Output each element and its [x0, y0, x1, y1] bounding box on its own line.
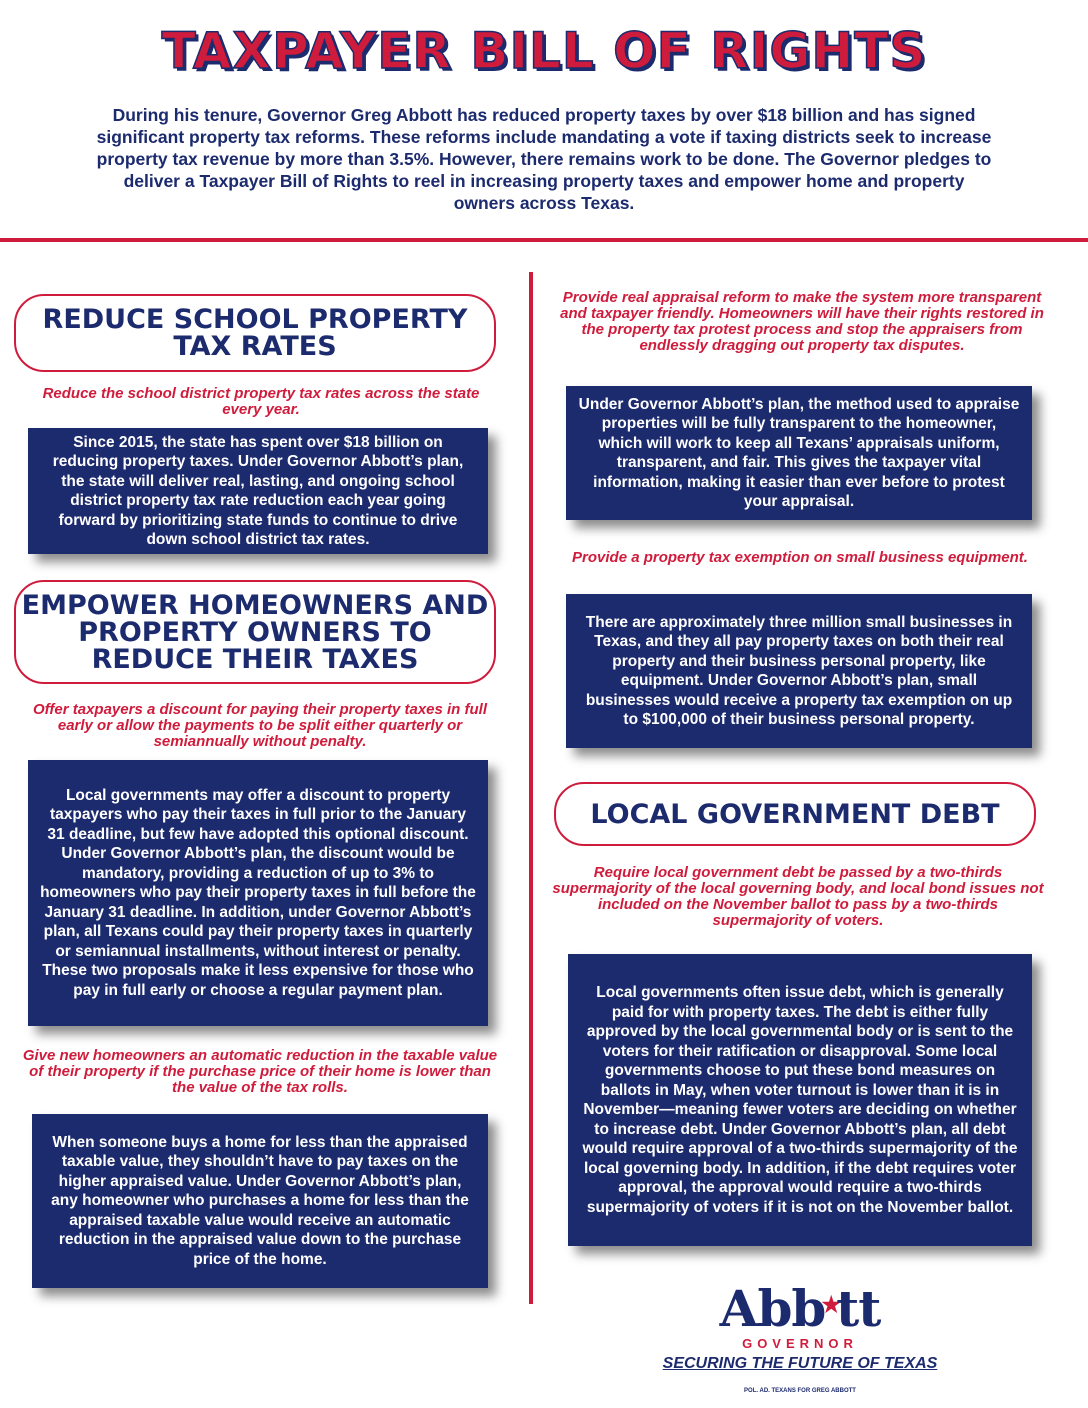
subheading-discount: Offer taxpayers a discount for paying their property taxes in full early or allow the payments to be split either quarterly or semiannually without penalty. — [33, 701, 487, 750]
column-divider — [529, 272, 533, 1304]
subheading-appraisal-reform: Provide real appraisal reform to make the system more transparent and taxpayer friendly. Homeowners will have their rights restored in the property tax protest process and stop the appraisers from endlessly dragging out property tax disputes. — [560, 289, 1044, 354]
political-ad-disclaimer: POL. AD. TEXANS FOR GREG ABBOTT — [744, 1388, 856, 1394]
subheading-local-debt: Require local government debt be passed by a two-thirds supermajority of the local governing body, and local bond issues not included on the November ballot to pass by a two-thirds supermajority of voters. — [552, 864, 1044, 929]
heading-empower-homeowners: EMPOWER HOMEOWNERS AND PROPERTY OWNERS TO REDUCE THEIR TAXES — [14, 580, 496, 684]
heading-reduce-school-tax: REDUCE SCHOOL PROPERTY TAX RATES — [14, 294, 496, 372]
logo-wordmark: Abb★tt — [719, 1279, 881, 1338]
box-new-homeowners: When someone buys a home for less than the appraised taxable value, they shouldn’t have to pay taxes on the higher appraised value. Under Governor Abbott’s plan, any homeowner who purchases a home for less than the appraised taxable value would receive an automatic reduction in the appraised value down to the purchase price of the home. — [32, 1114, 488, 1288]
star-icon: ★ — [821, 1292, 841, 1318]
logo-office: GOVERNOR — [742, 1336, 858, 1351]
subheading-small-business: Provide a property tax exemption on small business equipment. — [572, 549, 1028, 566]
header-divider — [0, 238, 1088, 242]
box-small-business: There are approximately three million small businesses in Texas, and they all pay property taxes on both their real property and their business personal property, like equipment. Under Governor Abbott’s plan, small businesses would receive a property tax exemption on up to $100,000 of their business personal property. — [566, 594, 1032, 748]
box-reduce-school-tax: Since 2015, the state has spent over $18 billion on reducing property taxes. Under Governor Abbott’s plan, the state will deliver real, lasting, and ongoing school district property tax rate reduction each year going forward by prioritizing state funds to continue to drive down school district tax rates. — [28, 428, 488, 554]
box-appraisal-reform: Under Governor Abbott’s plan, the method used to appraise properties will be fully transparent to the homeowner, which will work to keep all Texans’ appraisals uniform, transparent, and fair. This gives the taxpayer vital information, making it easier than ever before to protest your appraisal. — [566, 386, 1032, 520]
abbott-logo — [660, 1280, 940, 1373]
page-title: TAXPAYER BILL OF RIGHTS — [161, 22, 927, 80]
heading-local-debt: LOCAL GOVERNMENT DEBT — [554, 782, 1036, 846]
subheading-reduce-school-tax: Reduce the school district property tax rates across the state every year. — [42, 385, 480, 418]
intro-paragraph: During his tenure, Governor Greg Abbott has reduced property taxes by over $18 billion and has signed significant property tax reforms. These reforms include mandating a vote if taxing districts seek to increase property tax revenue by more than 3.5%. However, there remains work to be done. The Governor pledges to deliver a Taxpayer Bill of Rights to reel in increasing property taxes and empower home and property owners across Texas. — [96, 105, 992, 213]
logo-tagline: SECURING THE FUTURE OF TEXAS — [662, 1355, 938, 1372]
subheading-new-homeowners: Give new homeowners an automatic reduction in the taxable value of their property if the purchase price of their home is lower than the value of the tax rolls. — [22, 1047, 498, 1096]
box-discount: Local governments may offer a discount to property taxpayers who pay their taxes in full prior to the January 31 deadline, but few have adopted this optional discount. Under Governor Abbott’s plan, the discount would be mandatory, providing a reduction of up to 3% to homeowners who pay their property taxes in full before the January 31 deadline. In addition, under Governor Abbott’s plan, all Texans could pay their property taxes in quarterly or semiannual installments, without interest or penalty. These two proposals make it less expensive for those who pay in full early or choose a regular payment plan. — [28, 760, 488, 1026]
box-local-debt: Local governments often issue debt, which is generally paid for with property taxes. The debt is either fully approved by the local governmental body or is sent to the voters for their ratification or disapproval. Some local governments choose to put these bond measures on ballots in May, when voter turnout is lower than it is in November—meaning fewer voters are deciding on whether to increase debt. Under Governor Abbott’s plan, all debt would require approval of a two-thirds supermajority of the local governing body. In addition, if the debt requires voter approval, the approval would require a two-thirds supermajority of voters if it is not on the November ballot. — [568, 954, 1032, 1246]
